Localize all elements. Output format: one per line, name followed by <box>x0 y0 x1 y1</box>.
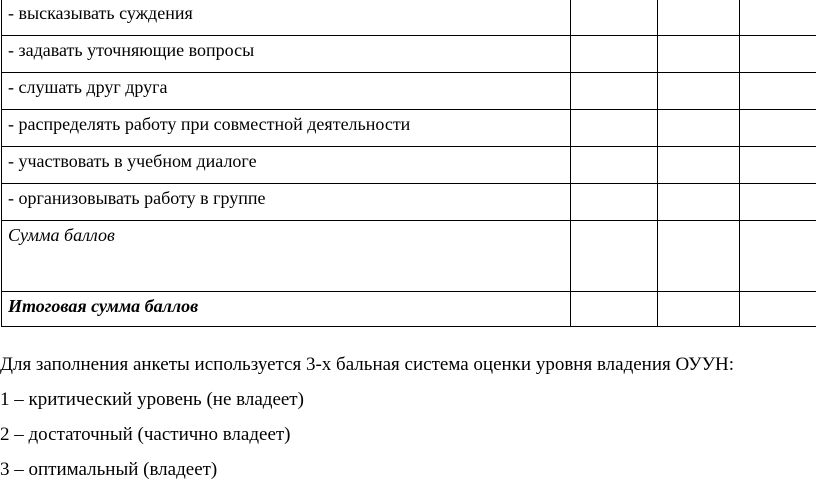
score-cell <box>740 110 816 147</box>
table-row <box>2 147 816 184</box>
score-cell <box>740 292 816 327</box>
sum-label: Сумма баллов <box>2 221 571 292</box>
sum-row <box>2 221 816 292</box>
score-cell <box>571 221 658 292</box>
skill-label: - слушать друг друга <box>2 73 571 110</box>
score-cell <box>571 73 658 110</box>
table-row <box>2 0 816 36</box>
score-cell <box>658 0 740 36</box>
score-cell <box>658 73 740 110</box>
level-item: 2 – достаточный (частично владеет) <box>0 424 291 445</box>
level-item: 3 – оптимальный (владеет) <box>0 459 218 480</box>
score-cell <box>740 221 816 292</box>
scoring-note <box>0 347 816 487</box>
score-cell <box>658 36 740 73</box>
table-row <box>2 73 816 110</box>
table-row <box>2 110 816 147</box>
skill-label: - участвовать в учебном диалоге <box>2 147 571 184</box>
total-label: Итоговая сумма баллов <box>2 292 571 327</box>
scoring-intro: Для заполнения анкеты используется 3-х бальная система оценки уровня владения ОУУН: <box>0 354 735 375</box>
score-cell <box>740 184 816 221</box>
score-cell <box>658 147 740 184</box>
score-cell <box>571 0 658 36</box>
score-cell <box>658 292 740 327</box>
skill-label: - задавать уточняющие вопросы <box>2 36 571 73</box>
score-cell <box>571 292 658 327</box>
score-cell <box>571 36 658 73</box>
evaluation-table <box>1 0 816 327</box>
score-cell <box>740 73 816 110</box>
score-cell <box>740 0 816 36</box>
skill-label: - распределять работу при совместной деятельности <box>2 110 571 147</box>
score-cell <box>740 147 816 184</box>
score-cell <box>658 110 740 147</box>
skill-label: - организовывать работу в группе <box>2 184 571 221</box>
score-cell <box>571 147 658 184</box>
score-cell <box>571 110 658 147</box>
total-row <box>2 292 816 327</box>
table-row <box>2 36 816 73</box>
skill-label: - высказывать суждения <box>2 0 571 36</box>
score-cell <box>658 184 740 221</box>
score-cell <box>740 36 816 73</box>
score-cell <box>658 221 740 292</box>
score-cell <box>571 184 658 221</box>
level-item: 1 – критический уровень (не владеет) <box>0 389 304 410</box>
table-row <box>2 184 816 221</box>
